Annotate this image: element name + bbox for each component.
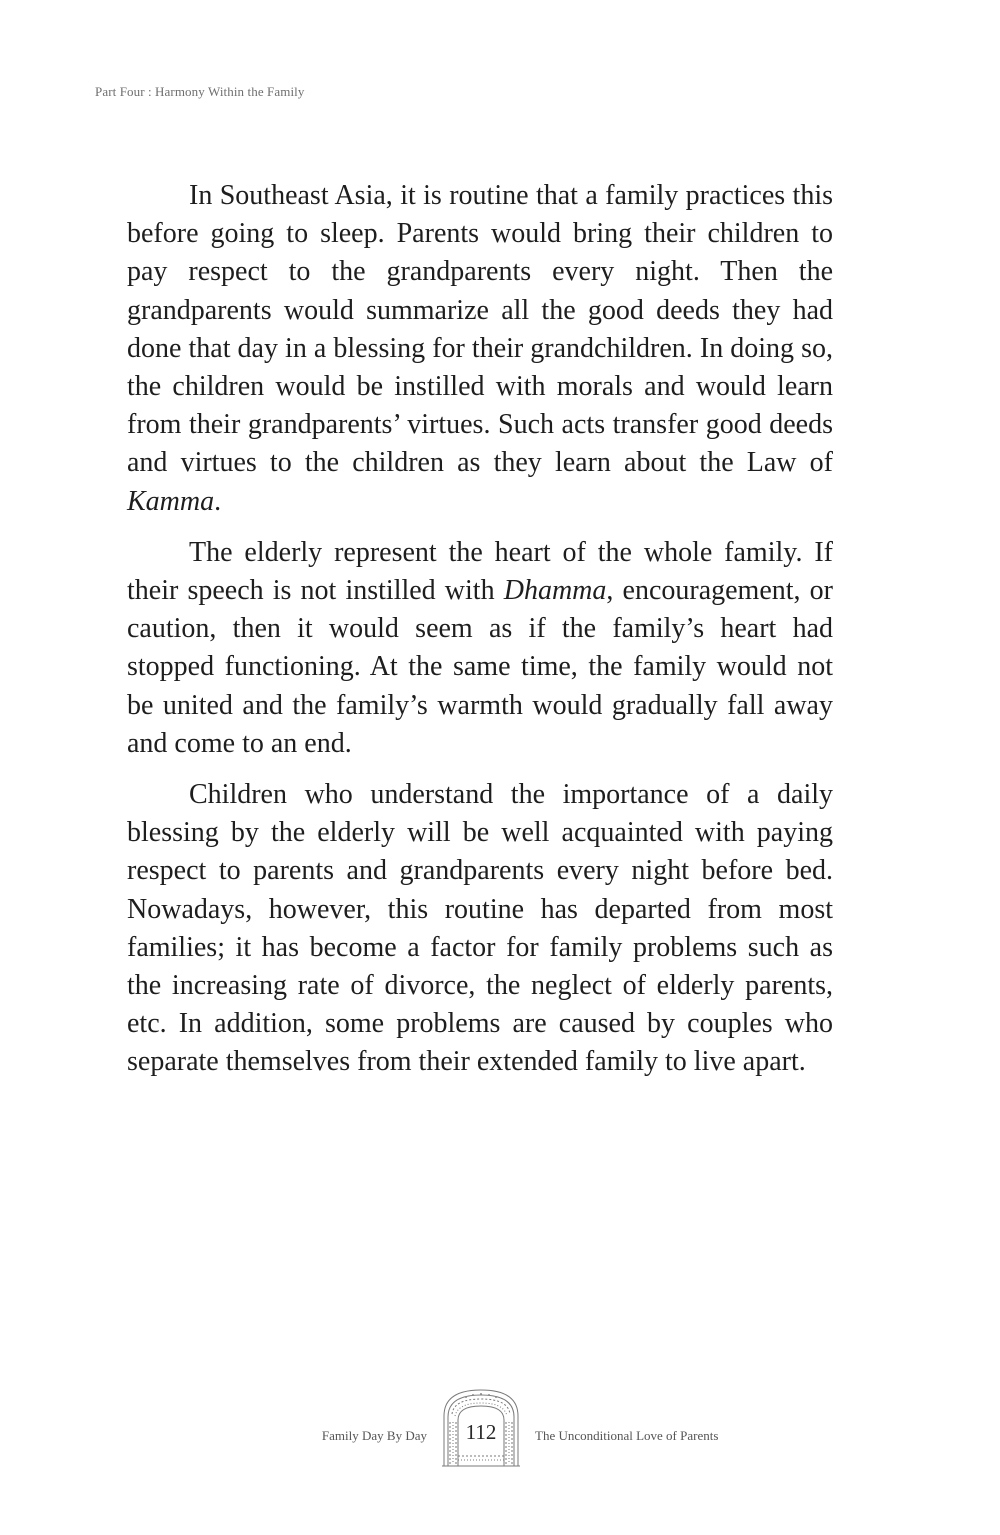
paragraph-2: The elderly represent the heart of the whole family. If their speech is not instilled with Dhamma, encouragement, or caution, then it would seem as if the family’s heart had stopped functioning. At the same time, the family would not be united and the family’s warmth would gradually fall away and come to an end. xyxy=(127,536,833,759)
page-body xyxy=(127,177,833,1095)
italic-term-kamma: Kamma xyxy=(127,485,215,517)
paragraph-1: In Southeast Asia, it is routine that a family practices this before going to sleep. Parents would bring their children to pay respect to the grandparents every night. Then the grandparents would summarize all the good deeds they had done that day in a blessing for their grandchildren. In doing so, the children would be instilled with morals and would learn from their grandparents’ virtues. Such acts transfer good deeds and virtues to the children as they learn about the Law of Kamma. xyxy=(127,180,833,517)
running-header: Part Four : Harmony Within the Family xyxy=(95,84,305,99)
italic-term-dhamma: Dhamma xyxy=(503,575,607,607)
page-number: 112 xyxy=(465,1420,497,1444)
footer-book-title: Family Day By Day xyxy=(321,1428,427,1443)
footer-chapter-title: The Unconditional Love of Parents xyxy=(535,1428,719,1443)
paragraph-3: Children who understand the importance of a daily blessing by the elderly will be well acquainted with paying respect to parents and grandparents every night before bed. Nowadays, however, this routine has departed from most families; it has become a factor for family problems such as the increasing rate of divorce, the neglect of elderly parents, etc. In addition, some problems are caused by couples who separate themselves from their extended family to live apart. xyxy=(127,779,833,1078)
